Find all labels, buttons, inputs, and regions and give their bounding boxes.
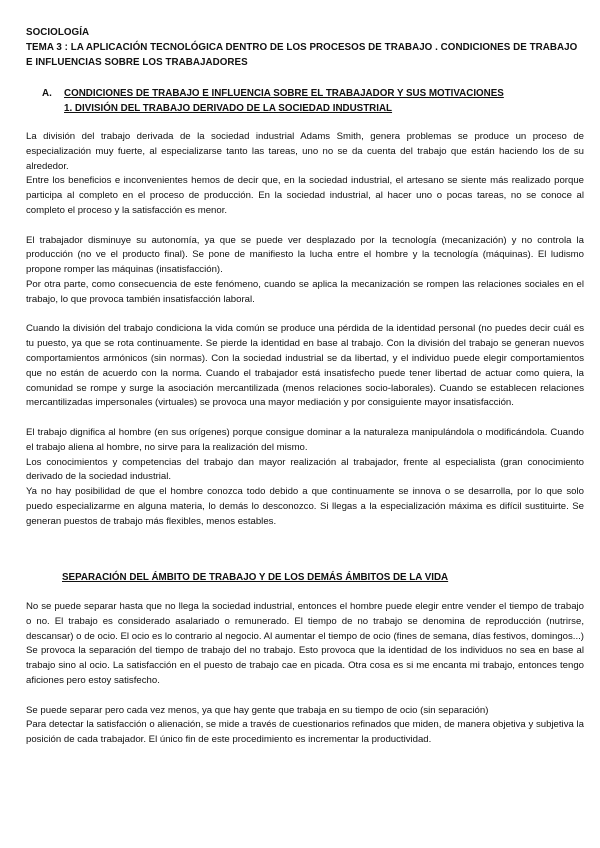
paragraph: Los conocimientos y competencias del trabajo dan mayor realización al trabajador, frente al especialista (gran conocimiento derivado de la sociedad industrial. xyxy=(26,456,584,483)
paragraph: El trabajo dignifica al hombre (en sus orígenes) porque consigue dominar a la naturaleza manipulándola o modificándola. Cuando el trabajo aliena al hombre, no sirve para la realización del mismo. xyxy=(26,426,584,453)
paragraph: No se puede separar hasta que no llega la sociedad industrial, entonces el hombre puede elegir entre vender el tiempo de trabajo o no. El trabajo es considerado asalariado o remunerado. El tiempo de no trabajo se denomina de reproducción (nutrirse, descansar) o de ocio. El ocio es lo contrario al negocio. Al aumentar el tiempo de ocio (fines de semana, días festivos, domingos...) Se provoca la separación del tiempo de trabajo del no trabajo. Esto provoca que la identidad de los individuos no sea en base al trabajo sino al ocio. La satisfacción en el puesto de trabajo cae en picada. Otra cosa es si me encanta mi trabajo, entonces tengo aficiones pero estoy satisfecho. xyxy=(26,601,584,686)
paragraph: Ya no hay posibilidad de que el hombre conozca todo debido a que continuamente se innova o se desarrolla, por lo que solo puedo especializarme en alguna materia, lo demás lo desconozco. Si llegas a la especialización máxima es difícil sustituirte. Se generan puestos de trabajo más flexibles, menos estables. xyxy=(26,486,584,527)
paragraph: Entre los beneficios e inconvenientes hemos de decir que, en la sociedad industrial, el artesano se siente más realizado porque participa al completo en el proceso de producción. En la sociedad industrial, al hacer uno o pocas tareas, no se conoce al completo el proceso y la satisfacción es menor. xyxy=(26,175,584,216)
section-a-title: CONDICIONES DE TRABAJO E INFLUENCIA SOBRE EL TRABAJADOR Y SUS MOTIVACIONES xyxy=(64,88,504,99)
theme-title: TEMA 3 : LA APLICACIÓN TECNOLÓGICA DENTRO DE LOS PROCESOS DE TRABAJO . CONDICIONES DE TRABAJO E INFLUENCIAS SOBRE LOS TRABAJADORES xyxy=(26,42,578,68)
section-a-heading xyxy=(42,87,582,117)
section-a-body xyxy=(26,130,584,530)
paragraph: La división del trabajo derivada de la sociedad industrial Adams Smith, genera problemas se produce un proceso de especialización muy fuerte, al especializarse tanto las tareas, uno no se da cuenta del trabajo que están haciendo los de su alrededor. xyxy=(26,131,584,172)
section-a-subtitle: 1. DIVISIÓN DEL TRABAJO DERIVADO DE LA SOCIEDAD INDUSTRIAL xyxy=(64,102,393,114)
paragraph: El trabajador disminuye su autonomía, ya que se puede ver desplazado por la tecnología (mecanización) y no controla la producción (no ve el producto final). Se pone de manifiesto la lucha entre el hombre y la tecnología (máquinas). El ludismo propone romper las máquinas (insatisfacción). xyxy=(26,234,584,276)
paragraph: Cuando la división del trabajo condiciona la vida común se produce una pérdida de la identidad personal (no puedes decir cuál es tu puesto, ya que se rota continuamente. Se pierde la identidad en base al trabajo. Con la división del trabajo se generan nuevos comportamientos armónicos (sin normas). Con la sociedad industrial se da libertad, y el individuo puede elegir comportamientos que no están de acuerdo con la norma. Cuando el trabajador está insatisfecho puede tener libertad de actuar como quiera, la comunidad se rompe y surge la asociación mercantilizada (menos relaciones socio-laborales). Cuando se establecen relaciones mercantilizadas impersonales (virtuales) se provoca una mayor mediación y por consiguiente mayor insatisfacción. xyxy=(26,323,584,409)
paragraph: Se puede separar pero cada vez menos, ya que hay gente que trabaja en su tiempo de ocio (sin separación) xyxy=(26,704,489,716)
paragraph: Por otra parte, como consecuencia de este fenómeno, cuando se aplica la mecanización se rompen las relaciones sociales en el trabajo, lo que provoca también insatisfacción laboral. xyxy=(26,278,584,305)
section-b-title: SEPARACIÓN DEL ÁMBITO DE TRABAJO Y DE LOS DEMÁS ÁMBITOS DE LA VIDA xyxy=(62,572,449,583)
section-b-body xyxy=(26,600,584,748)
paragraph: Para detectar la satisfacción o alienación, se mide a través de cuestionarios refinados que miden, de manera objetiva y subjetiva la posición de cada trabajador. El único fin de este procedimiento es incrementar la productividad. xyxy=(26,719,584,746)
subject-heading: SOCIOLOGÍA xyxy=(26,27,90,38)
section-a-marker: A. xyxy=(42,88,52,99)
